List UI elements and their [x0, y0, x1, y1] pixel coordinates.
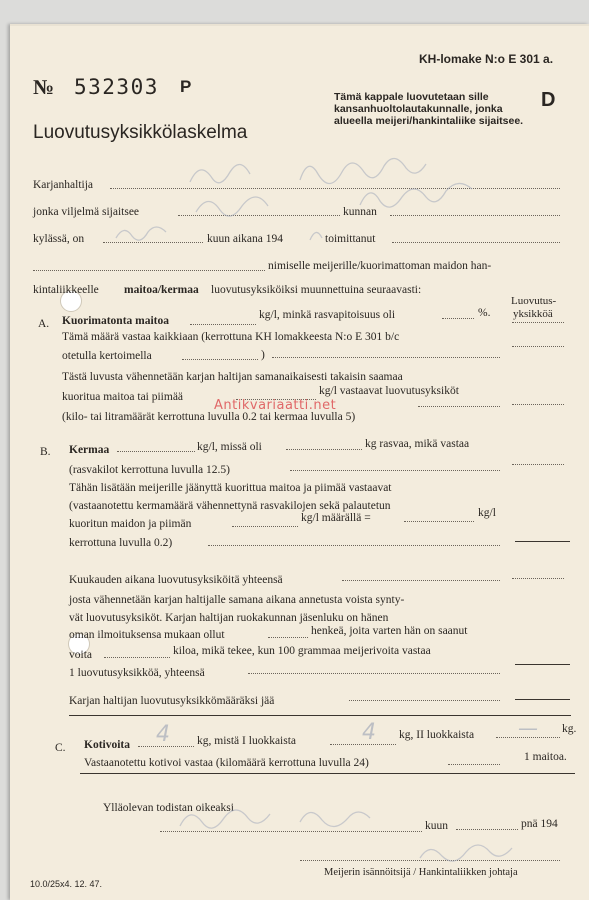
- section-a-line4: Tästä luvusta vähennetään karjan haltijan samanaikaisesti takaisin saamaa: [62, 371, 403, 383]
- municipality-label: kunnan: [343, 206, 377, 218]
- section-b-label: Kermaa: [69, 444, 110, 456]
- section-b-unit: kg/l: [478, 507, 496, 519]
- section-c-label: Kotivoita: [84, 739, 130, 751]
- totals-line2: josta vähennetään karjan haltijalle samana aikana annetusta voista synty-: [69, 594, 405, 606]
- farmer-label: Karjanhaltija: [33, 179, 94, 191]
- converted-label: luovutusyksiköiksi muunnettuina seuraavasti:: [211, 284, 422, 296]
- scribble-place: [180, 810, 512, 861]
- section-a-line5-pre: kuoritua maitoa tai piimää: [62, 391, 184, 403]
- remaining-label: Karjan haltijan luovutusyksikkömääräksi jää: [69, 695, 275, 707]
- totals-line5-post: kiloa, mikä tekee, kun 100 grammaa meijerivoita vastaa: [173, 645, 431, 657]
- watermark-text: Antikvariaatti.net: [214, 398, 337, 413]
- date-suffix: pnä 194: [521, 818, 558, 830]
- signer-title: Meijerin isännöitsijä / Hankintaliikken johtaja: [324, 867, 518, 878]
- copy-note-line: alueella meijeri/hankintaliike sijaitsee.: [334, 115, 524, 127]
- copy-note-line: Tämä kappale luovutetaan sille: [334, 91, 489, 103]
- section-c-line1-mid: kg, mistä I luokkaista: [197, 735, 297, 747]
- class2-value: —: [518, 716, 538, 740]
- section-c-line2: Vastaanotettu kotivoi vastaa (kilomäärä kerrottuna luvulla 24): [84, 757, 369, 769]
- section-a-line6: (kilo- tai litramäärät kerrottuna luvulla 0.2 tai kermaa luvulla 5): [62, 411, 356, 423]
- form-code: KH-lomake N:o E 301 a.: [419, 52, 554, 66]
- section-c-unit: kg.: [562, 723, 577, 735]
- certify-label: Ylläolevan todistan oikeaksi: [103, 802, 234, 814]
- series-letter: P: [180, 77, 192, 96]
- section-a-line5-post: kg/l vastaavat luovutusyksiköt: [319, 385, 459, 397]
- section-a-close: ): [261, 349, 265, 361]
- section-b-line5-pre: kuoritun maidon ja piimän: [69, 518, 192, 530]
- section-c-letter: C.: [55, 742, 66, 754]
- totals-line3: vät luovutusyksiköt. Karjan haltijan ruokakunnan jäsenluku on hänen: [69, 612, 389, 624]
- milk-cream-label: maitoa/kermaa: [124, 284, 199, 296]
- business-prefix: kintaliikkeelle: [33, 284, 99, 296]
- scribble-village: [116, 227, 322, 240]
- scribble-municipality: [196, 183, 472, 216]
- totals-line5-pre: voita: [69, 649, 92, 661]
- section-b-line1-mid: kg/l, missä oli: [197, 441, 262, 453]
- totals-line4-pre: oman ilmoituksensa mukaan ollut: [69, 629, 225, 641]
- section-a-line2: Tämä määrä vastaa kaikkiaan (kerrottuna KH lomakkeesta N:o E 301 b/c: [62, 331, 400, 343]
- copy-letter: D: [541, 89, 556, 111]
- form-number: 532303: [74, 75, 159, 99]
- column-header-line2: yksikköä: [513, 308, 553, 320]
- delivered-label: toimittanut: [325, 233, 376, 245]
- home-butter-value: 4: [156, 722, 170, 747]
- dairy-text: nimiselle meijerille/kuorimattoman maidon han-: [268, 260, 492, 272]
- column-header-line1: Luovutus-: [511, 295, 557, 307]
- totals-line1: Kuukauden aikana luovutusyksiköitä yhteensä: [69, 574, 283, 586]
- section-b-letter: B.: [40, 446, 51, 458]
- section-a-line3: otetulla kertoimella: [62, 350, 152, 362]
- farm-located-label: jonka viljelmä sijaitsee: [33, 206, 140, 218]
- section-b-line4: (vastaanotettu kermamäärä vähennettynä rasvakilojen sekä palautetun: [69, 500, 391, 512]
- scribble-farmer-name: [190, 158, 426, 183]
- class1-value: 4: [362, 720, 376, 745]
- section-c-line2-unit: 1 maitoa.: [524, 751, 567, 763]
- section-a-line1: kg/l, minkä rasvapitoisuus oli: [259, 309, 396, 321]
- section-a-label: Kuorimatonta maitoa: [62, 315, 170, 327]
- section-b-line3: Tähän lisätään meijerille jäänyttä kuorittua maitoa ja piimää vastaavat: [69, 482, 392, 494]
- village-label: kylässä, on: [33, 233, 85, 245]
- number-symbol: №: [33, 75, 55, 99]
- percent-unit: %.: [478, 307, 491, 319]
- section-b-line2: (rasvakilot kerrottuna luvulla 12.5): [69, 464, 230, 476]
- copy-note-line: kansanhuoltolautakunnalle, jonka: [334, 103, 503, 115]
- page-title: Luovutusyksikkölaskelma: [33, 122, 248, 143]
- section-b-line5-mid: kg/l määrällä =: [301, 512, 371, 524]
- section-b-line1-post: kg rasvaa, mikä vastaa: [365, 438, 470, 450]
- section-b-line6: kerrottuna luvulla 0.2): [69, 537, 173, 549]
- month-label: kuun aikana 194: [207, 233, 284, 245]
- month-label-footer: kuun: [425, 820, 448, 832]
- section-a-letter: A.: [38, 318, 50, 330]
- totals-line6: 1 luovutusyksikköä, yhteensä: [69, 667, 205, 679]
- section-c-line1-post: kg, II luokkaista: [399, 729, 475, 741]
- print-code: 10.0/25x4. 12. 47.: [30, 879, 103, 889]
- totals-line4-post: henkeä, joita varten hän on saanut: [311, 625, 468, 637]
